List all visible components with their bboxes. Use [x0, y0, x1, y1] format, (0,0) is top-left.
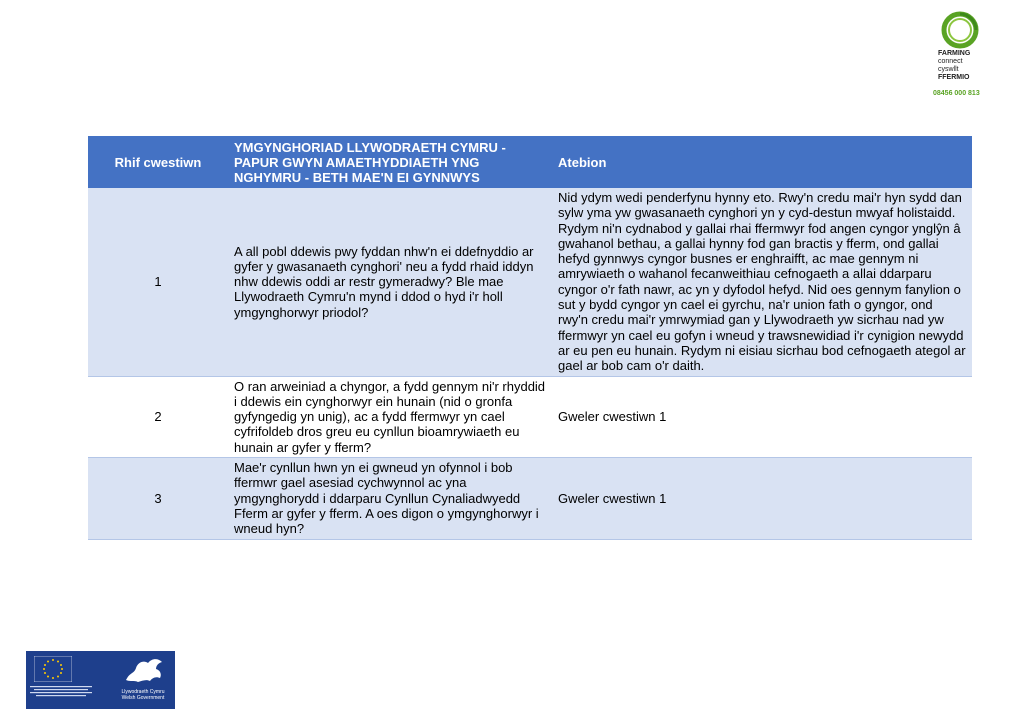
answer-text: Gweler cwestiwn 1	[552, 376, 972, 457]
gov-welsh-name: Llywodraeth Cymru	[121, 689, 165, 695]
welsh-dragon-icon	[122, 654, 166, 686]
eu-funding-text-graphic	[30, 685, 92, 699]
gov-english-name: Welsh Government	[121, 695, 165, 701]
logo-text-connect: connect	[938, 58, 963, 65]
question-text: O ran arweiniad a chyngor, a fydd gennym ni'r rhyddid i ddewis ein cynghorwyr ein hunain (nid o gronfa gyfyngedig yn unig), ac a fydd ffermwyr yn cael cyfrifoldeb dros greu eu cynllun bioamrywiaeth eu hunain ar gyfer y fferm?	[228, 376, 552, 457]
ring-logo-icon	[940, 10, 980, 50]
welsh-government-text	[112, 689, 174, 701]
answer-text: Gweler cwestiwn 1	[552, 458, 972, 539]
header-consultation-title: YMGYNGHORIAD LLYWODRAETH CYMRU - PAPUR GWYN AMAETHYDDIAETH YNG NGHYMRU - BETH MAE'N EI GYNNWYS	[228, 136, 552, 188]
logo-text-cyswllt: cyswllt	[938, 66, 959, 73]
table-row	[88, 458, 972, 539]
eu-flag-icon	[34, 656, 72, 682]
question-number: 1	[88, 188, 228, 376]
answer-text: Nid ydym wedi penderfynu hynny eto. Rwy'n credu mai'r hyn sydd dan sylw yma yw gwasanaeth cynghori yn y cyd-destun mwyaf holistaidd. Rydym ni'n cydnabod y gallai rhai ffermwyr fod angen cyngor ynglŷn â gwahanol bethau, a gallai hynny fod gan bractis y fferm, ond gallai hefyd gynnwys cyngor busnes er enghraifft, ac mae gennym ni amrywiaeth o wahanol fecanweithiau cefnogaeth a allai ddarparu cyngor o'r fath nawr, ac yn y dyfodol hefyd. Nid oes gennym fanylion o sut y bydd cyngor yn cael ei gyrchu, na'r union fath o gyngor, ond rwy'n credu mai'r ymrwymiad gan y Llywodraeth yw sicrhau nad yw ffermwyr yn cael eu gofyn i wneud y trawsnewidiad i'r cynigion newydd ar eu pen eu hunain. Rydym ni eisiau sicrhau bod cefnogaeth ategol ar gael ar bob cam o'r daith.	[552, 188, 972, 376]
table-row	[88, 188, 972, 376]
header-question-number: Rhif cwestiwn	[88, 136, 228, 188]
question-text: Mae'r cynllun hwn yn ei gwneud yn ofynnol i bob ffermwr gael asesiad cychwynnol ac yna ymgynghorydd i ddarparu Cynllun Cynaliadwyedd Fferm ar gyfer y fferm. A oes digon o ymgynghorwyr i wneud hyn?	[228, 458, 552, 539]
header-answers: Atebion	[552, 136, 972, 188]
farming-connect-logo	[930, 10, 990, 97]
phone-number: 08456 000 813	[933, 90, 980, 97]
qa-table	[88, 136, 972, 540]
logo-text-ffermio: FFERMIO	[938, 74, 970, 81]
footer-funding-logos	[26, 651, 175, 709]
table-header-row	[88, 136, 972, 188]
logo-text-farming: FARMING	[938, 50, 971, 57]
table-row	[88, 376, 972, 457]
question-text: A all pobl ddewis pwy fyddan nhw'n ei ddefnyddio ar gyfer y gwasanaeth cynghori' neu a fydd rhaid iddyn nhw ddewis oddi ar restr gymeradwy? Ble mae Llywodraeth Cymru'n mynd i ddod o hyd i'r holl ymgynghorwyr priodol?	[228, 188, 552, 376]
question-number: 3	[88, 458, 228, 539]
question-number: 2	[88, 376, 228, 457]
